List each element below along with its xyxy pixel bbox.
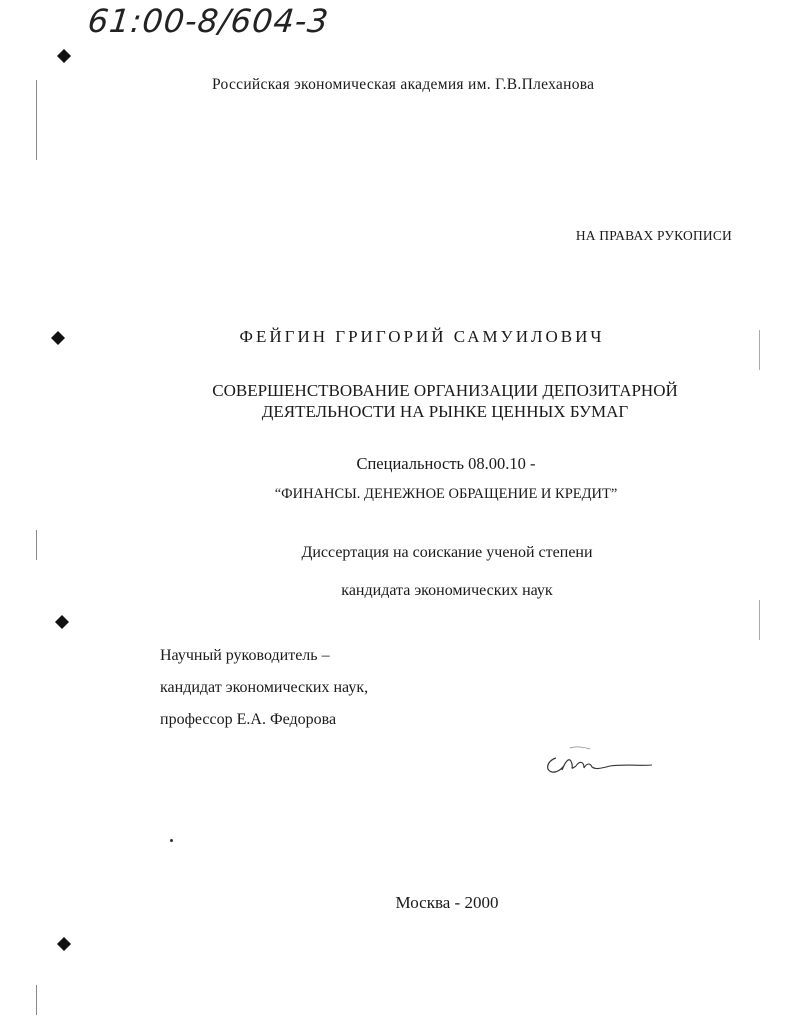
specialty-name: “ФИНАНСЫ. ДЕНЕЖНОЕ ОБРАЩЕНИЕ И КРЕДИТ” — [274, 486, 618, 502]
dissertation-title — [0, 380, 794, 422]
manuscript-note: НА ПРАВАХ РУКОПИСИ — [575, 228, 732, 243]
supervisor-name: профессор Е.А. Федорова — [160, 711, 337, 728]
city-year: Москва - 2000 — [395, 893, 499, 912]
supervisor-role: Научный руководитель – — [160, 647, 330, 664]
scan-margin-line — [759, 600, 760, 640]
scan-margin-line — [36, 80, 37, 160]
author-name: ФЕЙГИН ГРИГОРИЙ САМУИЛОВИЧ — [239, 327, 605, 346]
binding-hole-mark — [56, 936, 72, 952]
title-line: СОВЕРШЕНСТВОВАНИЕ ОРГАНИЗАЦИИ ДЕПОЗИТАРНОЙ — [212, 381, 678, 400]
supervisor-degree: кандидат экономических наук, — [160, 679, 369, 696]
degree-line: Диссертация на соискание ученой степени — [301, 544, 593, 561]
archive-code-handwritten: 61:00-8/604-3 — [86, 2, 331, 40]
title-line: ДЕЯТЕЛЬНОСТИ НА РЫНКЕ ЦЕННЫХ БУМАГ — [261, 402, 629, 421]
scan-margin-line — [36, 985, 37, 1015]
binding-hole-mark — [54, 614, 70, 630]
dot-mark — [170, 839, 173, 842]
degree-line: кандидата экономических наук — [341, 582, 553, 599]
binding-hole-mark — [56, 48, 72, 64]
specialty-code: Специальность 08.00.10 - — [356, 454, 536, 473]
institution-name: Российская экономическая академия им. Г.В.Плеханова — [212, 76, 595, 93]
signature-image — [540, 740, 660, 780]
